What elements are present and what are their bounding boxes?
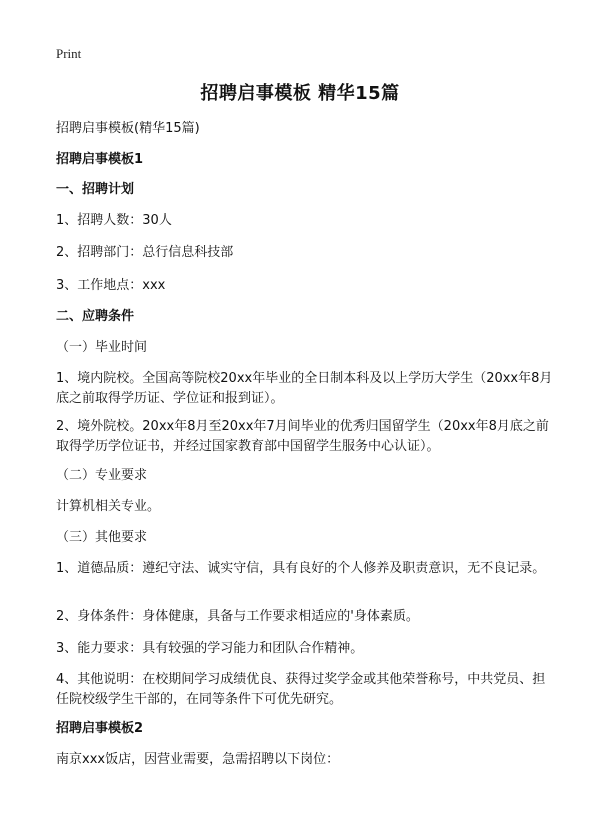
heading-recruitment-plan: 一、招聘计划 <box>56 182 135 197</box>
paragraph-ability-requirement: 3、能力要求：具有较强的学习能力和团队合作精神。 <box>56 641 364 656</box>
plan-item-location: 3、工作地点：xxx <box>56 278 166 293</box>
section-heading-template-1: 招聘启事模板1 <box>56 152 144 167</box>
plan-item-department: 2、招聘部门：总行信息科技部 <box>56 245 234 260</box>
paragraph-overseas-graduates: 2、境外院校。20xx年8月至20xx年7月间毕业的优秀归国留学生（20xx年8月底之前取得学历学位证书，并经过国家教育部中国留学生服务中心认证）。 <box>56 419 549 454</box>
plan-item-headcount: 1、招聘人数：30人 <box>56 213 172 228</box>
section-heading-template-2: 招聘启事模板2 <box>56 721 144 736</box>
print-link[interactable]: Print <box>56 46 82 61</box>
paragraph-major: 计算机相关专业。 <box>56 499 161 514</box>
paragraph-physical-condition: 2、身体条件：身体健康，具备与工作要求相适应的'身体素质。 <box>56 609 419 624</box>
paragraph-other-notes: 4、其他说明：在校期间学习成绩优良、获得过奖学金或其他荣誉称号，中共党员、担任院校级学生干部的，在同等条件下可优先研究。 <box>56 672 546 707</box>
paragraph-moral-quality: 1、道德品质：遵纪守法、诚实守信，具有良好的个人修养及职责意识，无不良记录。 <box>56 561 546 576</box>
document-title: 招聘启事模板 精华15篇 <box>200 83 400 104</box>
subheading-other-requirements: （三）其他要求 <box>56 530 148 545</box>
paragraph-domestic-graduates: 1、境内院校。全国高等院校20xx年毕业的全日制本科及以上学历大学生（20xx年8月底之前取得学历证、学位证和报到证）。 <box>56 371 553 406</box>
subheading-major-requirement: （二）专业要求 <box>56 468 148 483</box>
paragraph-hotel-intro: 南京xxx饭店，因营业需要，急需招聘以下岗位： <box>56 752 340 767</box>
subheading-graduation-time: （一）毕业时间 <box>56 340 148 355</box>
heading-application-conditions: 二、应聘条件 <box>56 309 135 324</box>
document-subtitle: 招聘启事模板(精华15篇) <box>56 121 200 136</box>
